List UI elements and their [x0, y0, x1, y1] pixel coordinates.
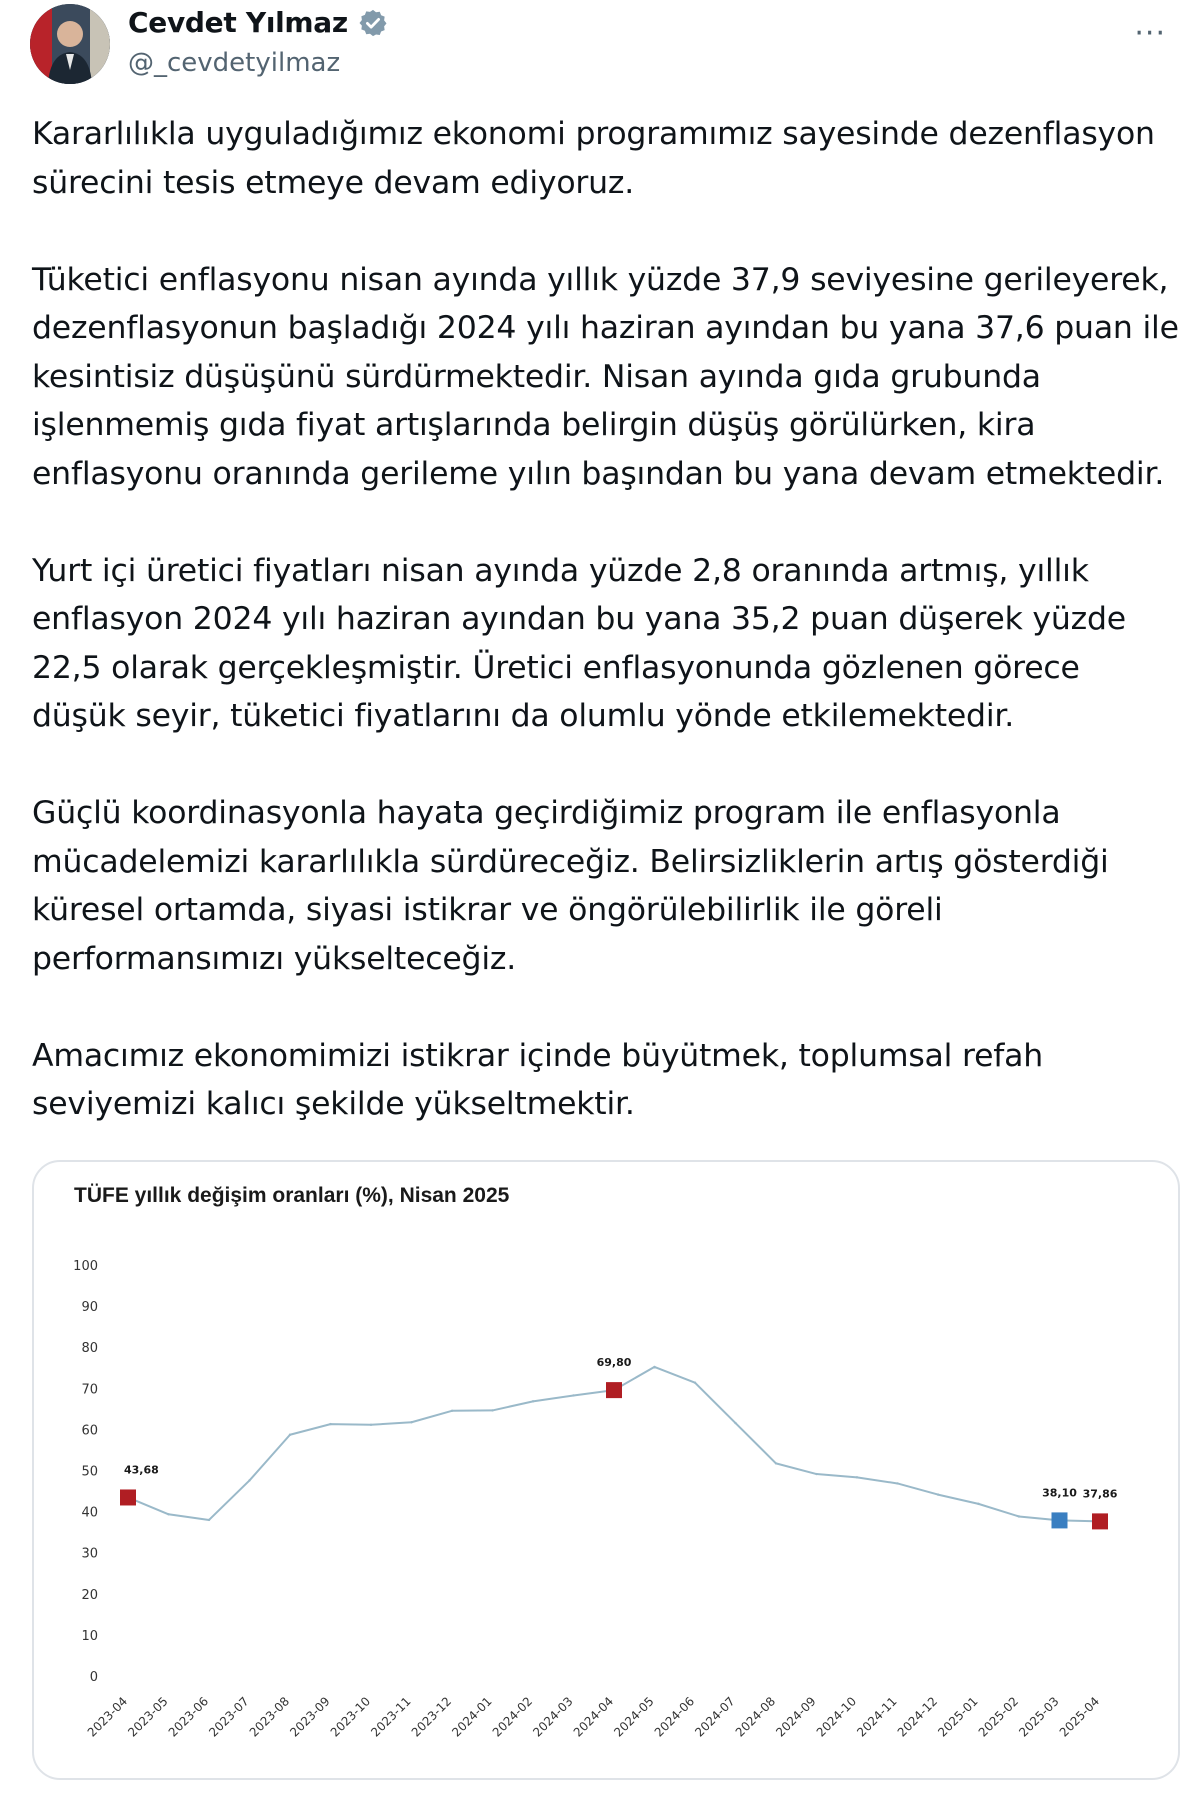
data-point	[937, 1493, 939, 1495]
x-tick-label: 2024-01	[449, 1694, 495, 1740]
x-tick-label: 2025-03	[1016, 1694, 1062, 1740]
y-tick-label: 70	[81, 1382, 98, 1398]
author-name[interactable]: Cevdet Yılmaz	[128, 6, 348, 39]
y-tick-label: 90	[81, 1300, 98, 1316]
y-tick-label: 50	[81, 1464, 98, 1480]
data-point	[775, 1462, 777, 1464]
highlight-marker	[606, 1382, 622, 1398]
x-tick-label: 2024-04	[570, 1694, 617, 1740]
x-tick-label: 2023-09	[287, 1694, 333, 1740]
x-tick-label: 2023-10	[327, 1694, 374, 1740]
highlight-marker	[1092, 1513, 1108, 1529]
x-tick-label: 2023-05	[125, 1694, 171, 1740]
x-tick-label: 2024-06	[651, 1694, 698, 1740]
x-tick-label: 2024-11	[854, 1694, 900, 1740]
data-point	[167, 1513, 169, 1515]
y-tick-label: 40	[81, 1505, 98, 1521]
data-point	[856, 1476, 858, 1478]
data-point	[491, 1409, 493, 1411]
highlight-marker	[1052, 1512, 1068, 1528]
y-tick-label: 60	[81, 1423, 98, 1439]
x-tick-label: 2023-07	[206, 1694, 252, 1740]
y-tick-label: 0	[89, 1670, 98, 1685]
x-tick-label: 2025-04	[1056, 1694, 1103, 1740]
x-tick-label: 2024-07	[692, 1694, 738, 1740]
data-label: 43,68	[124, 1463, 159, 1477]
data-point	[815, 1473, 817, 1475]
avatar-image	[30, 4, 110, 84]
x-tick-label: 2023-08	[246, 1694, 293, 1740]
data-label: 69,80	[596, 1356, 632, 1370]
data-point	[532, 1400, 534, 1402]
data-point	[329, 1423, 331, 1425]
data-point	[896, 1482, 898, 1484]
y-tick-label: 10	[81, 1628, 98, 1644]
data-point	[208, 1519, 210, 1521]
highlight-marker	[120, 1489, 136, 1505]
data-point	[572, 1394, 574, 1396]
x-tick-label: 2024-02	[489, 1694, 536, 1740]
x-tick-label: 2024-08	[732, 1694, 779, 1740]
author-name-row[interactable]	[128, 6, 388, 39]
data-point	[694, 1382, 696, 1384]
data-label: 38,10	[1042, 1486, 1077, 1500]
chart-image-card[interactable]	[32, 1160, 1180, 1780]
tweet-paragraph: Güçlü koordinasyonla hayata geçirdiğimiz program ile enflasyonla mücadelemizi kararlılıkla sürdüreceğiz. Belirsizliklerin artış gösterdiği küresel ortamda, siyasi istikrar ve öngörülebilirlik ile göreli performansımızı yükselteceğiz.	[32, 795, 1109, 977]
x-tick-label: 2023-04	[84, 1694, 131, 1740]
data-point	[734, 1422, 736, 1424]
x-tick-label: 2024-12	[894, 1694, 941, 1740]
data-point	[289, 1434, 291, 1436]
data-point	[1018, 1515, 1020, 1517]
tweet-paragraph: Tüketici enflasyonu nisan ayında yıllık yüzde 37,9 seviyesine gerileyerek, dezenflasyonun başladığı 2024 yılı haziran ayından bu yana 37,6 puan ile kesintisiz düşüşünü sürdürmektedir. Nisan ayında gıda grubunda işlenmemiş gıda fiyat artışlarında belirgin düşüş görülürken, kira enflasyonu oranında gerileme yılın başından bu yana devam etmektedir.	[32, 261, 1179, 492]
x-tick-label: 2024-05	[611, 1694, 657, 1740]
author-avatar[interactable]	[30, 4, 110, 84]
tweet-paragraph: Yurt içi üretici fiyatları nisan ayında yüzde 2,8 oranında artmış, yıllık enflasyon 2024 yılı haziran ayından bu yana 35,2 puan düşerek yüzde 22,5 olarak gerçekleşmiştir. Üretici enflasyonunda gözlenen görece düşük seyir, tüketici fiyatlarını da olumlu yönde etkilemektedir.	[32, 552, 1126, 734]
tweet-paragraph: Amacımız ekonomimizi istikrar içinde büyütmek, toplumsal refah seviyemizi kalıcı şekilde yükseltmektir.	[32, 1037, 1044, 1122]
data-point	[451, 1410, 453, 1412]
data-point	[370, 1424, 372, 1426]
y-tick-label: 30	[81, 1546, 98, 1562]
verified-badge-icon	[358, 8, 388, 38]
author-handle[interactable]: @_cevdetyilmaz	[128, 48, 341, 78]
tweet-paragraph: Kararlılıkla uyguladığımız ekonomi programımız sayesinde dezenflasyon sürecini tesis etmeye devam ediyoruz.	[32, 116, 1155, 201]
data-point	[248, 1479, 250, 1481]
x-tick-label: 2025-01	[935, 1694, 981, 1740]
tweet-text	[32, 110, 1182, 1177]
y-tick-label: 20	[81, 1587, 98, 1603]
inflation-line-chart	[34, 1162, 1178, 1778]
y-tick-label: 80	[81, 1341, 98, 1357]
x-tick-label: 2023-12	[408, 1694, 455, 1740]
more-options-icon[interactable]: ···	[1134, 16, 1166, 51]
x-tick-label: 2023-06	[165, 1694, 212, 1740]
x-tick-label: 2025-02	[975, 1694, 1022, 1740]
x-tick-label: 2024-10	[813, 1694, 860, 1740]
chart-title: TÜFE yıllık değişim oranları (%), Nisan 2025	[74, 1184, 510, 1207]
x-tick-label: 2024-03	[530, 1694, 576, 1740]
data-point	[977, 1503, 979, 1505]
x-tick-label: 2024-09	[773, 1694, 819, 1740]
y-tick-label: 100	[73, 1259, 98, 1274]
x-tick-label: 2023-11	[368, 1694, 414, 1740]
data-label: 37,86	[1082, 1487, 1118, 1501]
data-point	[653, 1366, 655, 1368]
data-point	[410, 1421, 412, 1423]
